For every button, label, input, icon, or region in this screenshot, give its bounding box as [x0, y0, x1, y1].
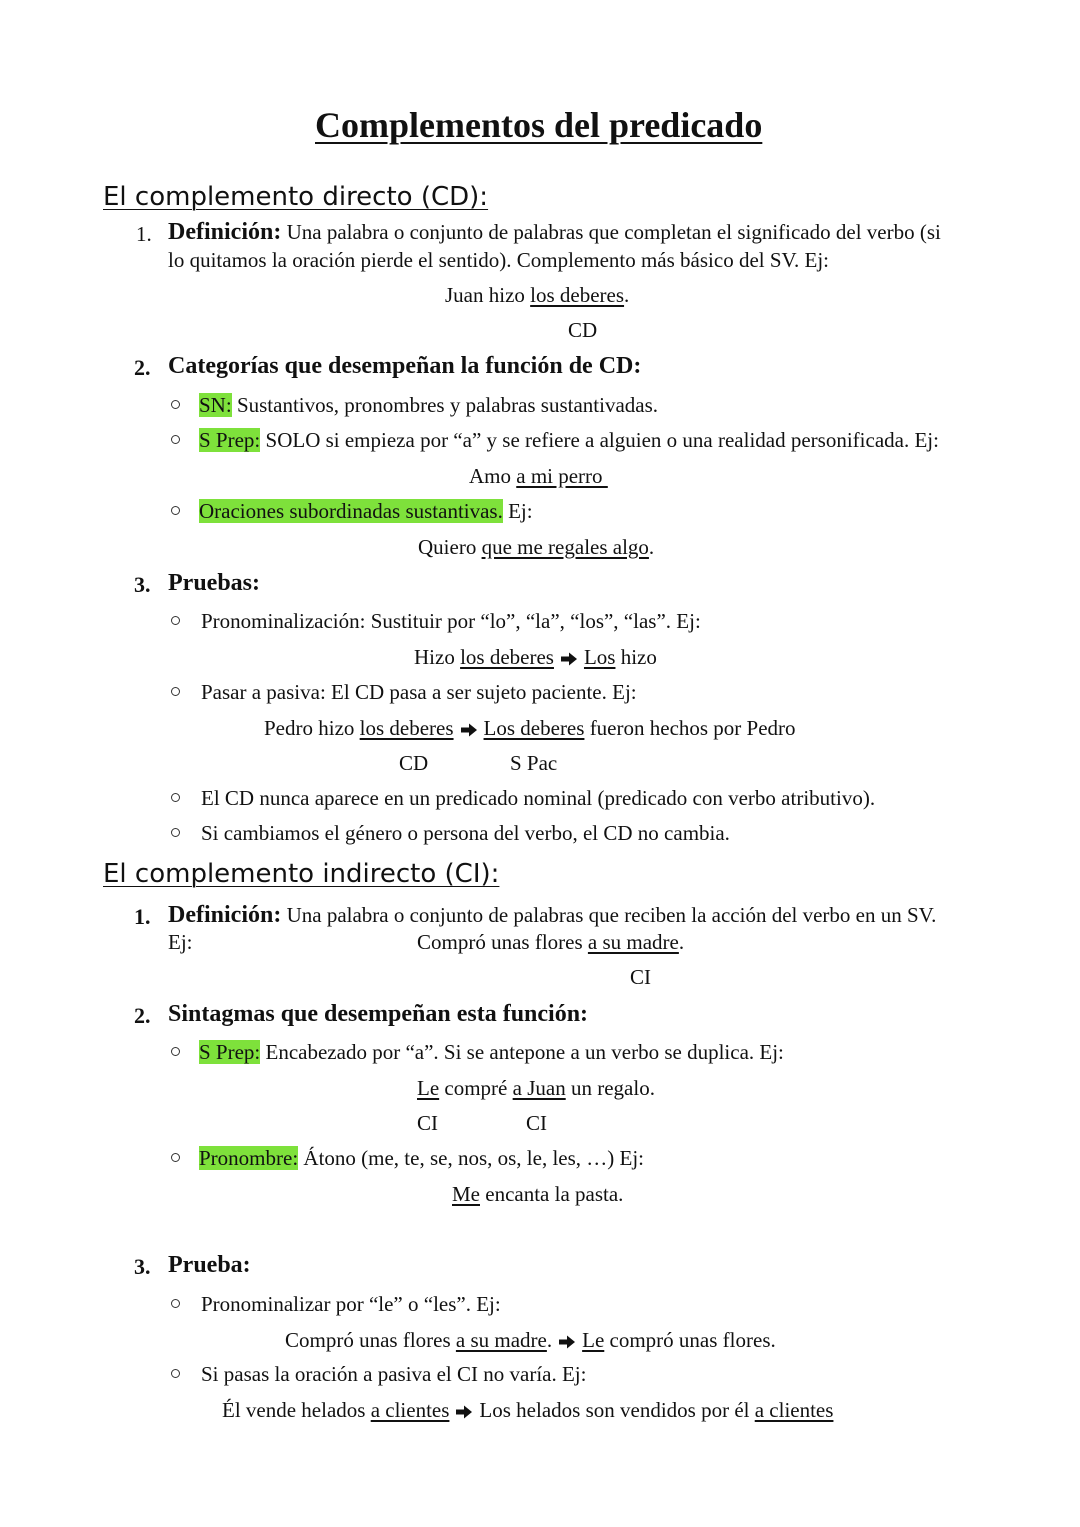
section-heading-cd: El complemento directo (CD):	[103, 182, 489, 212]
ci-sintagmas-title: Sintagmas que desempeñan esta función:	[168, 1001, 589, 1027]
bullet-icon	[171, 435, 180, 444]
example-text: Compró unas flores	[417, 930, 588, 954]
ci-definition-number: 1.	[134, 904, 151, 929]
example-underlined: los deberes	[460, 645, 554, 669]
highlight-label: S Prep:	[199, 428, 261, 452]
ci-sintagma-sprep-example	[417, 1075, 655, 1101]
cd-prueba-pronominalizacion-example	[414, 644, 657, 670]
cd-example-1-tag: CD	[568, 318, 598, 342]
ci-prueba-number: 3.	[134, 1254, 151, 1279]
cd-category-sprep-example	[469, 463, 608, 489]
cd-category-sprep	[199, 427, 939, 453]
example-underlined: Los	[583, 645, 616, 669]
example-text: Quiero	[418, 535, 482, 559]
example-text: .	[624, 283, 630, 307]
page-title: Complementos del predicado	[315, 105, 763, 145]
ci-definition-label: Definición:	[168, 902, 282, 928]
bullet-icon	[171, 1047, 180, 1056]
ci-prueba-pasiva: Si pasas la oración a pasiva el CI no varía. Ej:	[201, 1362, 587, 1386]
example-underlined: que me regales algo	[481, 535, 649, 559]
example-text: .	[678, 930, 685, 954]
highlight-label: S Prep:	[199, 1040, 261, 1064]
example-underlined: los deberes	[530, 283, 625, 307]
ci-example-1-tag: CI	[630, 965, 651, 989]
cd-category-sn	[199, 392, 658, 418]
example-text: Hizo	[414, 645, 461, 669]
example-text: .	[648, 535, 655, 559]
ci-prueba-pronominalizar-example	[285, 1327, 776, 1353]
cd-definition-text-2: lo quitamos la oración pierde el sentido). Complemento más básico del SV. Ej:	[168, 248, 829, 272]
cd-prueba-genero: Si cambiamos el género o persona del verbo, el CD no cambia.	[201, 821, 730, 845]
ci-sintagma-pronombre-example	[452, 1181, 623, 1207]
bullet-icon	[171, 616, 180, 625]
cd-definition-number: 1.	[136, 222, 152, 246]
bullet-icon	[171, 1299, 180, 1308]
arrow-right-icon	[558, 1335, 576, 1349]
bullet-icon	[171, 793, 180, 802]
example-underlined: a clientes	[370, 1398, 450, 1422]
section-heading-ci: El complemento indirecto (CI):	[103, 859, 500, 889]
arrow-right-icon	[460, 723, 478, 737]
bullet-icon	[171, 687, 180, 696]
cd-prueba-nominal: El CD nunca aparece en un predicado nominal (predicado con verbo atributivo).	[201, 786, 876, 810]
cd-example-1	[445, 282, 629, 308]
category-text: Ej:	[502, 499, 533, 523]
ci-sprep-tag-1: CI	[417, 1111, 438, 1135]
ci-prueba-pronominalizar: Pronominalizar por “le” o “les”. Ej:	[201, 1292, 501, 1316]
category-text: Átono (me, te, se, nos, os, le, les, …) Ej:	[298, 1146, 645, 1170]
highlight-label: Pronombre:	[199, 1146, 299, 1170]
example-underlined: a su madre	[587, 930, 679, 954]
example-text: Compró unas flores	[285, 1328, 456, 1352]
example-underlined: a clientes	[754, 1398, 834, 1422]
ci-sprep-tag-2: CI	[526, 1111, 547, 1135]
ci-definition-text-1: Una palabra o conjunto de palabras que reciben la acción del verbo en un SV.	[286, 903, 937, 927]
ci-sintagma-sprep	[199, 1039, 784, 1065]
cd-prueba-pasiva-example	[264, 715, 796, 741]
example-text: Amo	[469, 464, 517, 488]
cd-pruebas-title: Pruebas:	[168, 570, 260, 596]
ci-example-1	[417, 929, 684, 955]
cd-categories-title: Categorías que desempeñan la función de CD:	[168, 353, 642, 379]
highlight-label: Oraciones subordinadas sustantivas.	[199, 499, 503, 523]
cd-definition	[168, 219, 941, 245]
arrow-right-icon	[560, 652, 578, 666]
example-underlined: Me	[452, 1182, 480, 1206]
bullet-icon	[171, 1369, 180, 1378]
cd-definition-label: Definición:	[168, 219, 282, 245]
example-underlined: a su madre	[455, 1328, 547, 1352]
bullet-icon	[171, 1153, 180, 1162]
arrow-right-icon	[455, 1405, 473, 1419]
ci-prueba-pasiva-example	[222, 1397, 833, 1423]
cd-definition-text-1: Una palabra o conjunto de palabras que completan el significado del verbo (si	[286, 220, 941, 244]
cd-pasiva-tag-cd: CD	[399, 751, 429, 775]
example-text: compró unas flores.	[604, 1328, 776, 1352]
example-underlined: a mi perro	[516, 464, 608, 488]
example-text: Juan hizo	[445, 283, 531, 307]
ci-sintagmas-number: 2.	[134, 1003, 151, 1028]
example-text: compré	[439, 1076, 513, 1100]
bullet-icon	[171, 400, 180, 409]
example-underlined: los deberes	[359, 716, 454, 740]
cd-prueba-pasiva: Pasar a pasiva: El CD pasa a ser sujeto paciente. Ej:	[201, 680, 637, 704]
cd-category-subordinadas	[199, 498, 533, 524]
example-underlined: Los deberes	[483, 716, 585, 740]
example-text: un regalo.	[565, 1076, 655, 1100]
cd-categories-number: 2.	[134, 355, 151, 380]
example-text: Pedro hizo	[264, 716, 360, 740]
category-text: SOLO si empieza por “a” y se refiere a alguien o una realidad personificada. Ej:	[260, 428, 939, 452]
cd-category-subordinadas-example	[418, 534, 654, 560]
example-text: .	[546, 1328, 553, 1352]
ci-sintagma-pronombre	[199, 1145, 644, 1171]
cd-pruebas-number: 3.	[134, 572, 151, 597]
highlight-label: SN:	[199, 393, 232, 417]
bullet-icon	[171, 828, 180, 837]
example-text: encanta la pasta.	[480, 1182, 624, 1206]
ci-definition	[168, 902, 936, 928]
example-underlined: Le	[417, 1076, 440, 1100]
category-text: Sustantivos, pronombres y palabras sustantivadas.	[231, 393, 659, 417]
example-underlined: Le	[582, 1328, 605, 1352]
example-text: Él vende helados	[222, 1398, 371, 1422]
example-text: fueron hechos por Pedro	[584, 716, 796, 740]
bullet-icon	[171, 506, 180, 515]
ci-prueba-title: Prueba:	[168, 1252, 251, 1278]
ci-definition-ej: Ej:	[168, 930, 193, 954]
cd-prueba-pronominalizacion: Pronominalización: Sustituir por “lo”, “la”, “los”, “las”. Ej:	[201, 609, 701, 633]
example-underlined: a Juan	[512, 1076, 566, 1100]
cd-pasiva-tag-spac: S Pac	[510, 751, 558, 775]
category-text: Encabezado por “a”. Si se antepone a un verbo se duplica. Ej:	[260, 1040, 784, 1064]
example-text: Los helados son vendidos por él	[479, 1398, 755, 1422]
example-text: hizo	[615, 645, 657, 669]
